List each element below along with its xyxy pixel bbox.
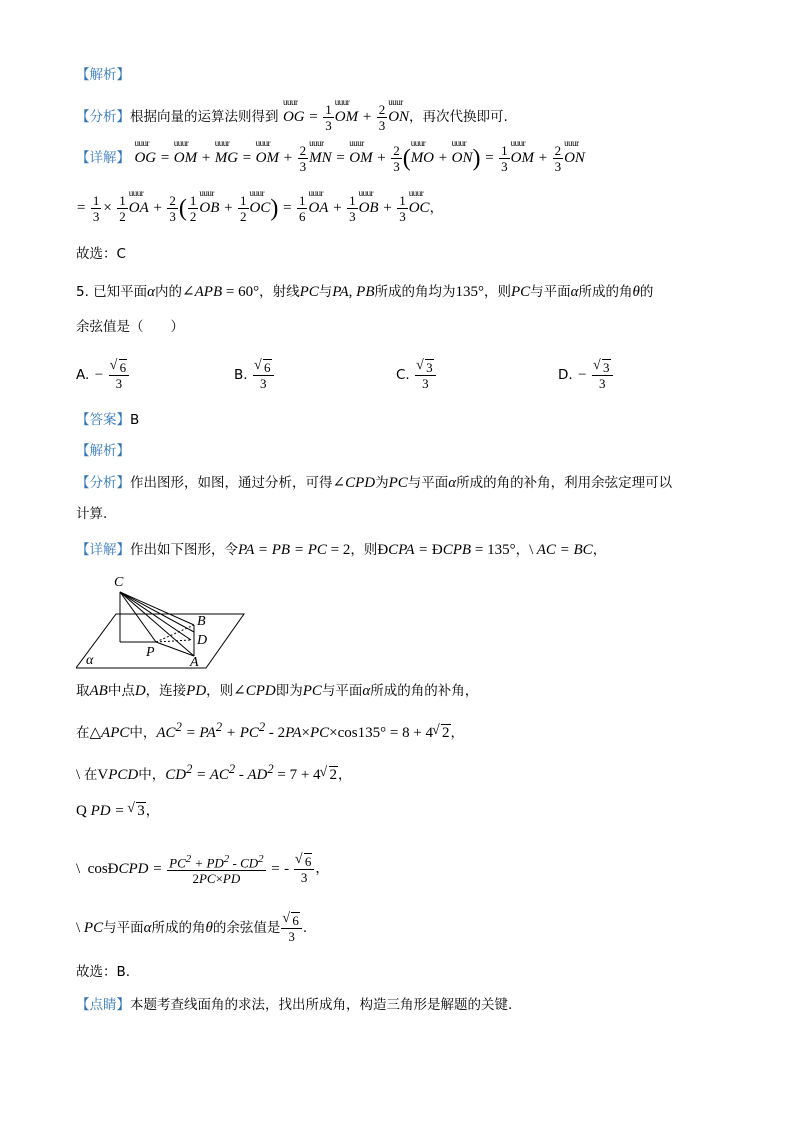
q4-thinking-text: 根据向量的运算法则得到 bbox=[130, 108, 279, 125]
q5-step2: 在△APC中，$AC^2 = PA^2 + PC^2 - 2PA\times PC\times\cos 135^\circ = 8 + 4√$ 2， bbox=[76, 718, 734, 742]
label-alpha: α bbox=[86, 653, 94, 668]
answer-tag: 【答案】 bbox=[76, 412, 130, 428]
q4-detail-formula2: = $\frac{1}{3}$ × $\frac{1}{2}$ uuur OA + $\frac{2}{3}$ ( $\frac{1}{2}$ uuur OB + $\frac{1}{2}$ uuur OC) = $\frac{1}{6}$ uuur OA + $\frac{1}{3}$ uuur OB + $\frac{1}{3}$ uuur OC bbox=[76, 200, 430, 216]
q5-option-c-label: C. bbox=[396, 366, 410, 383]
thinking-tag: 【分析】 bbox=[76, 108, 130, 125]
q5-thinking-text4: 所成的角的补角，利用余弦定理可以 bbox=[456, 475, 673, 491]
q5-step1: 取AB中点D，连接PD，则∠CPD即为PC与平面α所成的角的补角， bbox=[76, 683, 479, 699]
q5-detail-text3: ， bbox=[515, 542, 530, 558]
analysis-tag: 【解析】 bbox=[76, 443, 130, 459]
thinking-tag: 【分析】 bbox=[76, 475, 130, 491]
label-d: D bbox=[197, 633, 208, 648]
q4-choice: 故选：C bbox=[76, 246, 126, 262]
q5-answer-value: B bbox=[130, 412, 140, 428]
segment-ca bbox=[120, 592, 194, 656]
q5-final-b: 所成的角 bbox=[151, 919, 206, 936]
q5-final-a: 与平面 bbox=[103, 919, 144, 936]
q4-thinking-line bbox=[76, 102, 734, 133]
geometry-figure bbox=[76, 572, 256, 672]
q5-stem-line2: 余弦值是（ ） bbox=[76, 319, 184, 335]
q5-answer-line bbox=[76, 411, 734, 429]
q5-stem-mid2: ，射线 bbox=[259, 284, 300, 300]
q5-final: \ PC与平面α所成的角θ的余弦值是 √ $\frac{6}{3}$ . bbox=[76, 913, 734, 944]
q5-step1-b: 中点 bbox=[107, 683, 135, 699]
q4-detail-line2: = $\frac{1}{3}$ × $\frac{1}{2}$ uuur OA + $\frac{2}{3}$ ( $\frac{1}{2}$ uuur OB + $\frac{1}{2}$ uuur OC) = $\frac{1}{6}$ uuur OA + $\frac{1}{3}$ uuur OB + $\frac{1}{3}$ uuur OC， bbox=[76, 193, 734, 224]
q4-thinking-formula: uuur OG = $\frac{1}{3}$ uuur OM + $\frac{2}{3}$ uuur ON bbox=[283, 109, 409, 125]
segment-pd bbox=[156, 640, 191, 642]
detail-tag: 【详解】 bbox=[76, 149, 130, 166]
q5-stem-mid4: 所成的角均为 bbox=[374, 284, 456, 300]
segment-cd bbox=[120, 592, 191, 640]
q5-detail-text2: ，则 bbox=[350, 542, 378, 558]
plane-alpha bbox=[76, 614, 244, 668]
analysis-tag: 【解析】 bbox=[76, 67, 130, 83]
q5-step5: \ cosÐCPD = $\frac{PC^2 + PD^2 - CD^2}{2PC\times PD}$ = - √ $\frac{6}{3}$ ， bbox=[76, 852, 734, 886]
q5-stem-mid5: ，则 bbox=[483, 284, 511, 300]
q5-stem-mid3: 与 bbox=[318, 284, 333, 300]
label-p: P bbox=[146, 645, 155, 660]
segment-c-extra bbox=[120, 592, 194, 632]
q5-step1-d: ，则 bbox=[206, 683, 234, 699]
q5-stem-mid1: 内的 bbox=[155, 284, 183, 300]
q5-option-b-label: B. bbox=[234, 366, 248, 383]
q4-detail-line1 bbox=[76, 143, 734, 174]
q5-choice: 故选：B. bbox=[76, 964, 131, 980]
q5-detail-line1: 【详解】作出如下图形，令PA = PB = PC = 2，则ÐCPA = ÐCPB = 135°，\ AC = BC， bbox=[76, 542, 607, 558]
q5-comment bbox=[76, 996, 734, 1014]
detail-tag: 【详解】 bbox=[76, 542, 130, 558]
q5-thinking-line2: 计算. bbox=[76, 506, 108, 522]
q5-thinking-text1: 作出图形，如图，通过分析，可得 bbox=[130, 475, 333, 491]
q4-thinking-tail: ，再次代换即可. bbox=[409, 108, 508, 125]
q5-thinking-text3: 与平面 bbox=[407, 475, 449, 491]
analysis-tag-q5 bbox=[76, 442, 734, 460]
q5-step1-a: 取 bbox=[76, 683, 90, 699]
q5-final-c: 的余弦值是 bbox=[212, 919, 281, 936]
q5-step1-g: 所成的角的补角， bbox=[370, 683, 479, 699]
q5-option-b: B. √ $\frac{6}{3}$ bbox=[234, 360, 275, 391]
q5-thinking-line1: 【分析】作出图形，如图，通过分析，可得∠CPD为PC与平面α所成的角的补角，利用余弦定理可以 bbox=[76, 475, 673, 491]
q5-option-d-label: D. bbox=[558, 366, 573, 383]
q5-option-a-label: A. bbox=[76, 366, 90, 383]
analysis-tag-q4 bbox=[76, 66, 734, 84]
q5-option-c: C. √ $\frac{3}{3}$ bbox=[396, 360, 437, 391]
q5-stem-angle: 135° bbox=[455, 284, 484, 300]
q5-step3-a: 在 bbox=[83, 767, 98, 783]
q4-detail-formula1: uuur OG = uuur OM + uuur MG = uuur OM + $\frac{2}{3}$ uuur MN = uuur OM + $\frac{2}{3}$ (uuur MO + uuur ON) = $\frac{1}{3}$ uuur OM + $\frac{2}{3}$ uuur ON bbox=[134, 150, 584, 166]
q5-comment-text: 本题考查线面角的求法，找出所成角，构造三角形是解题的关键. bbox=[130, 997, 513, 1013]
q5-option-a: A. − √ $\frac{6}{3}$ bbox=[76, 360, 130, 391]
q5-step3: \ 在VPCD中，$CD^2 = AC^2 - AD^2 = 7 + 4√$ 2， bbox=[76, 760, 734, 784]
q5-step2-a: 在 bbox=[76, 725, 90, 741]
label-a: A bbox=[190, 655, 199, 670]
q5-thinking-text2: 为 bbox=[375, 475, 389, 491]
q5-step1-e: 即为 bbox=[275, 683, 303, 699]
segment-pa bbox=[156, 642, 194, 656]
q5-step1-c: ，连接 bbox=[145, 683, 187, 699]
q5-step3-b: 中， bbox=[138, 767, 166, 783]
q5-option-d: D. − √ $\frac{3}{3}$ bbox=[558, 360, 614, 391]
q5-step1-f: 与平面 bbox=[321, 683, 363, 699]
q5-stem-mid6: 与平面 bbox=[530, 284, 571, 300]
comment-tag: 【点睛】 bbox=[76, 997, 130, 1013]
q5-step4: Q PD = √ 3， bbox=[76, 802, 734, 820]
segment-cb bbox=[120, 592, 194, 625]
q5-step2-b: 中， bbox=[129, 725, 157, 741]
label-b: B bbox=[197, 614, 206, 629]
q5-stem-mid8: 的 bbox=[639, 284, 654, 300]
q5-stem-mid7: 所成的角 bbox=[578, 284, 633, 300]
q5-stem-prefix: 5. 已知平面 bbox=[76, 284, 148, 300]
q5-detail-text1: 作出如下图形，令 bbox=[130, 542, 238, 558]
q5-stem-line1: 5. 已知平面α内的∠APB = 60°，射线PC与PA, PB所成的角均为135°，则PC与平面α所成的角θ的 bbox=[76, 284, 654, 300]
label-c: C bbox=[114, 575, 124, 590]
